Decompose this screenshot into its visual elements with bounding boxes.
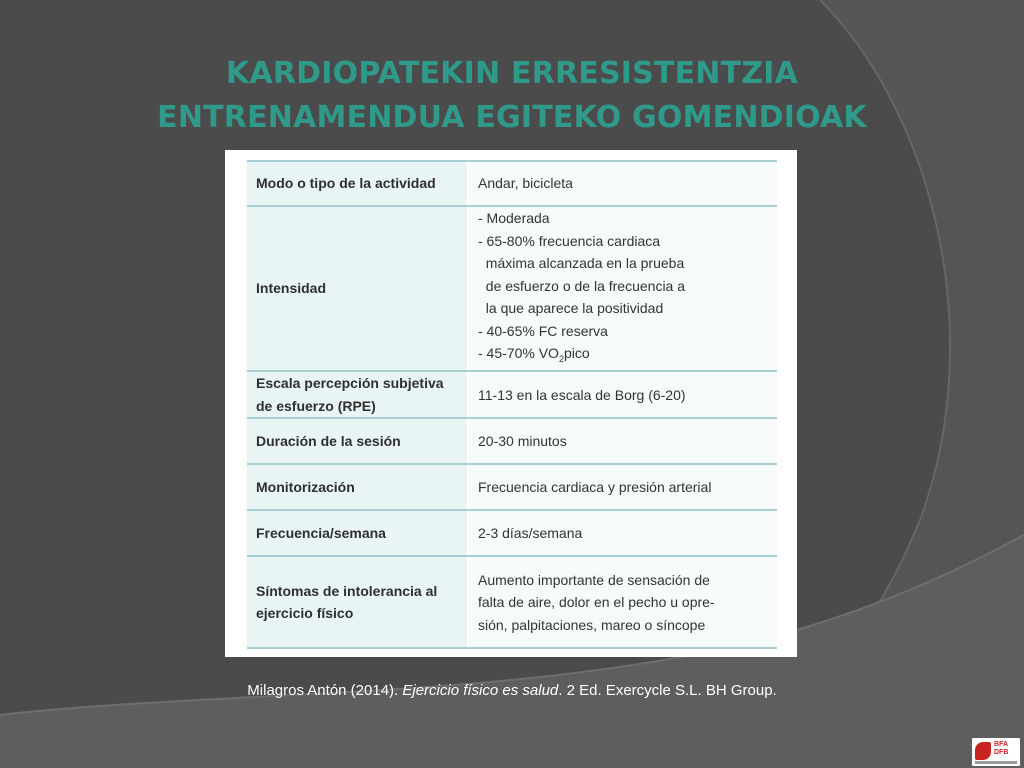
slide-title (0, 52, 1024, 140)
row-value-line: 11-13 en la escala de Borg (6-20) (478, 386, 686, 403)
table-row (247, 418, 777, 464)
row-value (468, 161, 777, 206)
slide-title-line-2: ENTRENAMENDUA EGITEKO GOMENDIOAK (157, 100, 867, 135)
row-value-line: - 45-70% $VO_2pico$ (478, 345, 590, 364)
row-label: Síntomas de intolerancia al ejercicio físico (247, 556, 468, 648)
row-value-line: máxima alcanzada en la prueba (478, 255, 685, 271)
row-label: Monitorización (247, 464, 468, 510)
row-value-line: la que aparece la positividad (478, 300, 664, 316)
citation (0, 682, 1024, 699)
row-value-line: Frecuencia cardiaca y presión arterial (478, 479, 712, 496)
citation-publisher: . 2 Ed. Exercycle S.L. BH Group. (558, 682, 777, 699)
table-row (247, 161, 777, 206)
bfa-dfb-logo (972, 738, 1020, 766)
slide-title-line-1: KARDIOPATEKIN ERRESISTENTZIA (226, 56, 798, 91)
row-value-line: - 65-80% frecuencia cardiaca (478, 232, 661, 249)
citation-book-title: Ejercicio físico es salud (402, 682, 559, 699)
row-value-line: 2-3 días/semana (478, 525, 583, 542)
logo-mark-icon (975, 742, 991, 760)
table-row (247, 464, 777, 510)
logo-text: BFA DFB (994, 741, 1009, 756)
row-value (468, 418, 777, 464)
row-value-line: sión, palpitaciones, mareo o síncope (478, 616, 706, 633)
row-value (468, 464, 777, 510)
row-value-line: Andar, bicicleta (478, 175, 573, 192)
row-label: Intensidad (247, 206, 468, 371)
logo-subtitle-bar (975, 761, 1017, 764)
table-row (247, 556, 777, 648)
row-label: Duración de la sesión (247, 418, 468, 464)
row-value-line: falta de aire, dolor en el pecho u opre- (478, 594, 715, 611)
table-row (247, 510, 777, 556)
table-row (247, 371, 777, 418)
row-value-line: de esfuerzo o de la frecuencia a (478, 277, 686, 294)
row-value-line: - Moderada (478, 210, 550, 226)
row-value (468, 510, 777, 556)
row-value-line: - 40-65% FC reserva (478, 322, 608, 339)
row-value (468, 371, 777, 418)
table-body (247, 161, 777, 648)
row-value-line: Aumento importante de sensación de (478, 571, 710, 588)
row-label: Frecuencia/semana (247, 510, 468, 556)
table-row (247, 206, 777, 371)
recommendations-table-image (225, 150, 797, 657)
citation-author: Milagros Antón (2014). (247, 682, 403, 699)
row-label: Escala percepción subjetiva de esfuerzo (RPE) (247, 371, 468, 418)
row-value (468, 206, 777, 371)
row-label: Modo o tipo de la actividad (247, 161, 468, 206)
recommendations-table (247, 160, 777, 649)
row-value-line: 20-30 minutos (478, 433, 567, 450)
row-value (468, 556, 777, 648)
